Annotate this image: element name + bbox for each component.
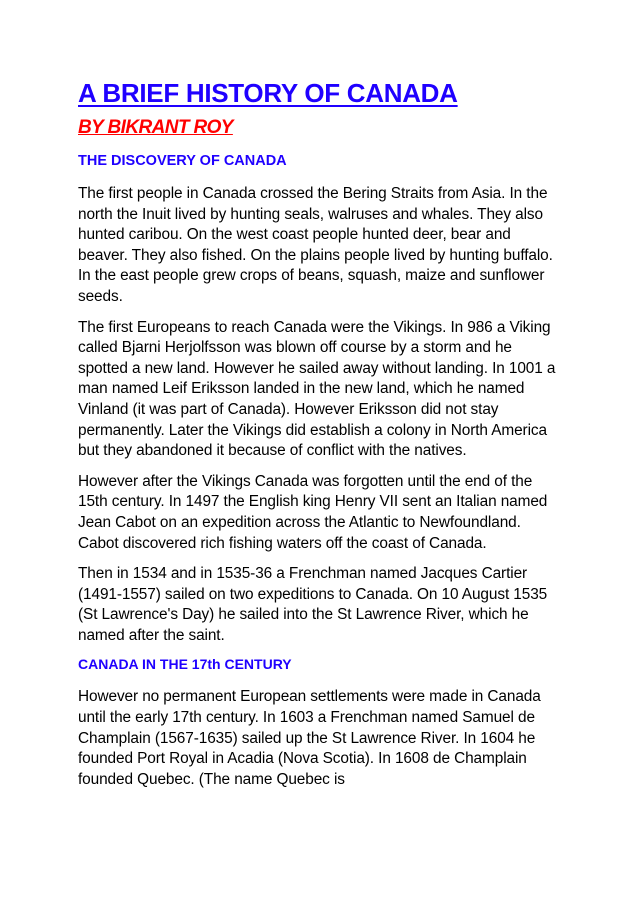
section-discovery (78, 153, 563, 646)
paragraph: Then in 1534 and in 1535-36 a Frenchman named Jacques Cartier (1491-1557) sailed on two expeditions to Canada. On 10 August 1535 (St Lawrence's Day) he sailed into the St Lawrence River, which he named after the saint. (78, 565, 548, 644)
paragraph: However no permanent European settlements were made in Canada until the early 17th century. In 1603 a Frenchman named Samuel de Champlain (1567-1635) sailed up the St Lawrence River. In 1604 he founded Port Royal in Acadia (Nova Scotia). In 1608 de Champlain founded Quebec. (The name Quebec is (78, 688, 541, 788)
document-author: BY BIKRANT ROY (78, 117, 233, 138)
paragraph: The first Europeans to reach Canada were the Vikings. In 986 a Viking called Bjarni Herjolfsson was blown off course by a storm and he spotted a new land. However he sailed away without landing. In 1001 a man named Leif Eriksson landed in the new land, which he named Vinland (it was part of Canada). However Eriksson did not stay permanently. Later the Vikings did establish a colony in North America but they abandoned it because of conflict with the natives. (78, 318, 556, 460)
section-heading: THE DISCOVERY OF CANADA (78, 153, 287, 169)
section-heading: CANADA IN THE 17th CENTURY (78, 656, 292, 673)
paragraph: However after the Vikings Canada was forgotten until the end of the 15th century. In 1497 the English king Henry VII sent an Italian named Jean Cabot on an expedition across the Atlantic to Newfoundland. Cabot discovered rich fishing waters off the coast of Canada. (78, 472, 548, 552)
paragraph: The first people in Canada crossed the Bering Straits from Asia. In the north the Inuit lived by hunting seals, walruses and whales. They also hunted caribou. On the west coast people hunted deer, bear and beaver. They also fished. On the plains people lived by hunting buffalo. In the east people grew crops of beans, squash, maize and sunflower seeds. (78, 185, 553, 305)
section-17th-century (78, 656, 563, 790)
document-page (78, 78, 563, 800)
document-title: A BRIEF HISTORY OF CANADA (78, 78, 458, 108)
